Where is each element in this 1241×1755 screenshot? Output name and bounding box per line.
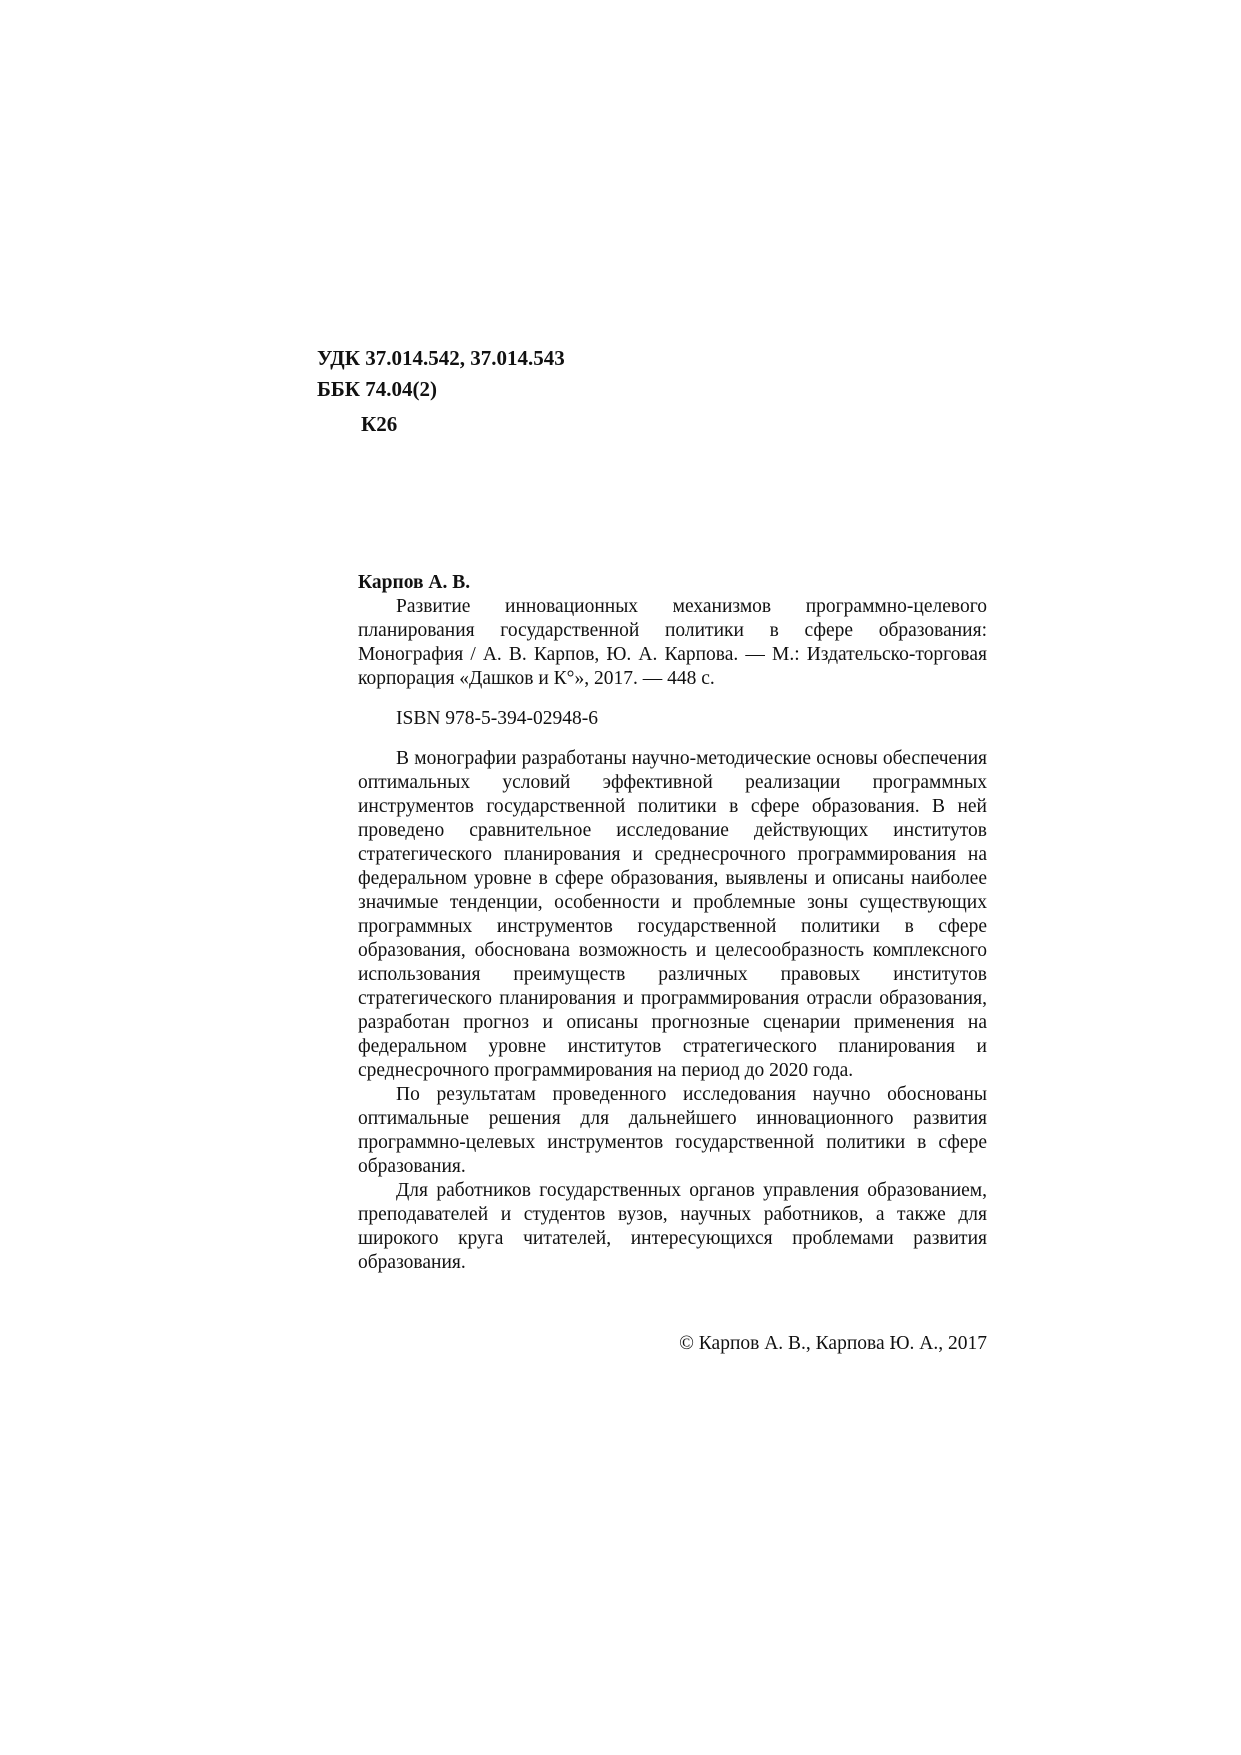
classification-codes — [317, 343, 565, 440]
isbn: ISBN 978-5-394-02948-6 — [396, 708, 599, 729]
abstract-paragraph-2: По результатам проведенного исследования научно обоснованы оптимальные решения для дальнейшего инновационного развития программно-целевых инструментов государственной политики в сфере образования. — [358, 1084, 987, 1177]
bbk-code: ББК 74.04(2) — [317, 377, 437, 401]
copyright-notice: © Карпов А. В., Карпова Ю. А., 2017 — [679, 1333, 987, 1354]
abstract-paragraph-3: Для работников государственных органов управления образованием, преподавателей и студентов вузов, научных работников, а также для широкого круга читателей, интересующихся проблемами развития образования. — [358, 1180, 987, 1273]
author-mark: К26 — [361, 412, 398, 436]
abstract-paragraph-1: В монографии разработаны научно-методические основы обеспечения оптимальных условий эффективной реализации программных инструментов государственной политики в сфере образования. В ней проведено сравнительное исследование действующих институтов стратегического планирования и среднесрочного программирования на федеральном уровне в сфере образования, выявлены и описаны наиболее значимые тенденции, особенности и проблемные зоны существующих программных инструментов государственной политики в сфере образования, обоснована возможность и целесообразность комплексного использования преимуществ различных правовых институтов стратегического планирования и программирования отрасли образования, разработан прогноз и описаны прогнозные сценарии применения на федеральном уровне институтов стратегического планирования и среднесрочного программирования на период до 2020 года. — [358, 748, 987, 1081]
author-name: Карпов А. В. — [358, 572, 471, 593]
bibliographic-record — [358, 571, 987, 1275]
udk-code: УДК 37.014.542, 37.014.543 — [317, 346, 565, 370]
bibliographic-description: Развитие инновационных механизмов программно-целевого планирования государственной политики в сфере образования: Монография / А. В. Карпов, Ю. А. Карпова. — М.: Издательско-торговая корпорация «Дашков и К°», 2017. — 448 с. — [358, 596, 987, 689]
